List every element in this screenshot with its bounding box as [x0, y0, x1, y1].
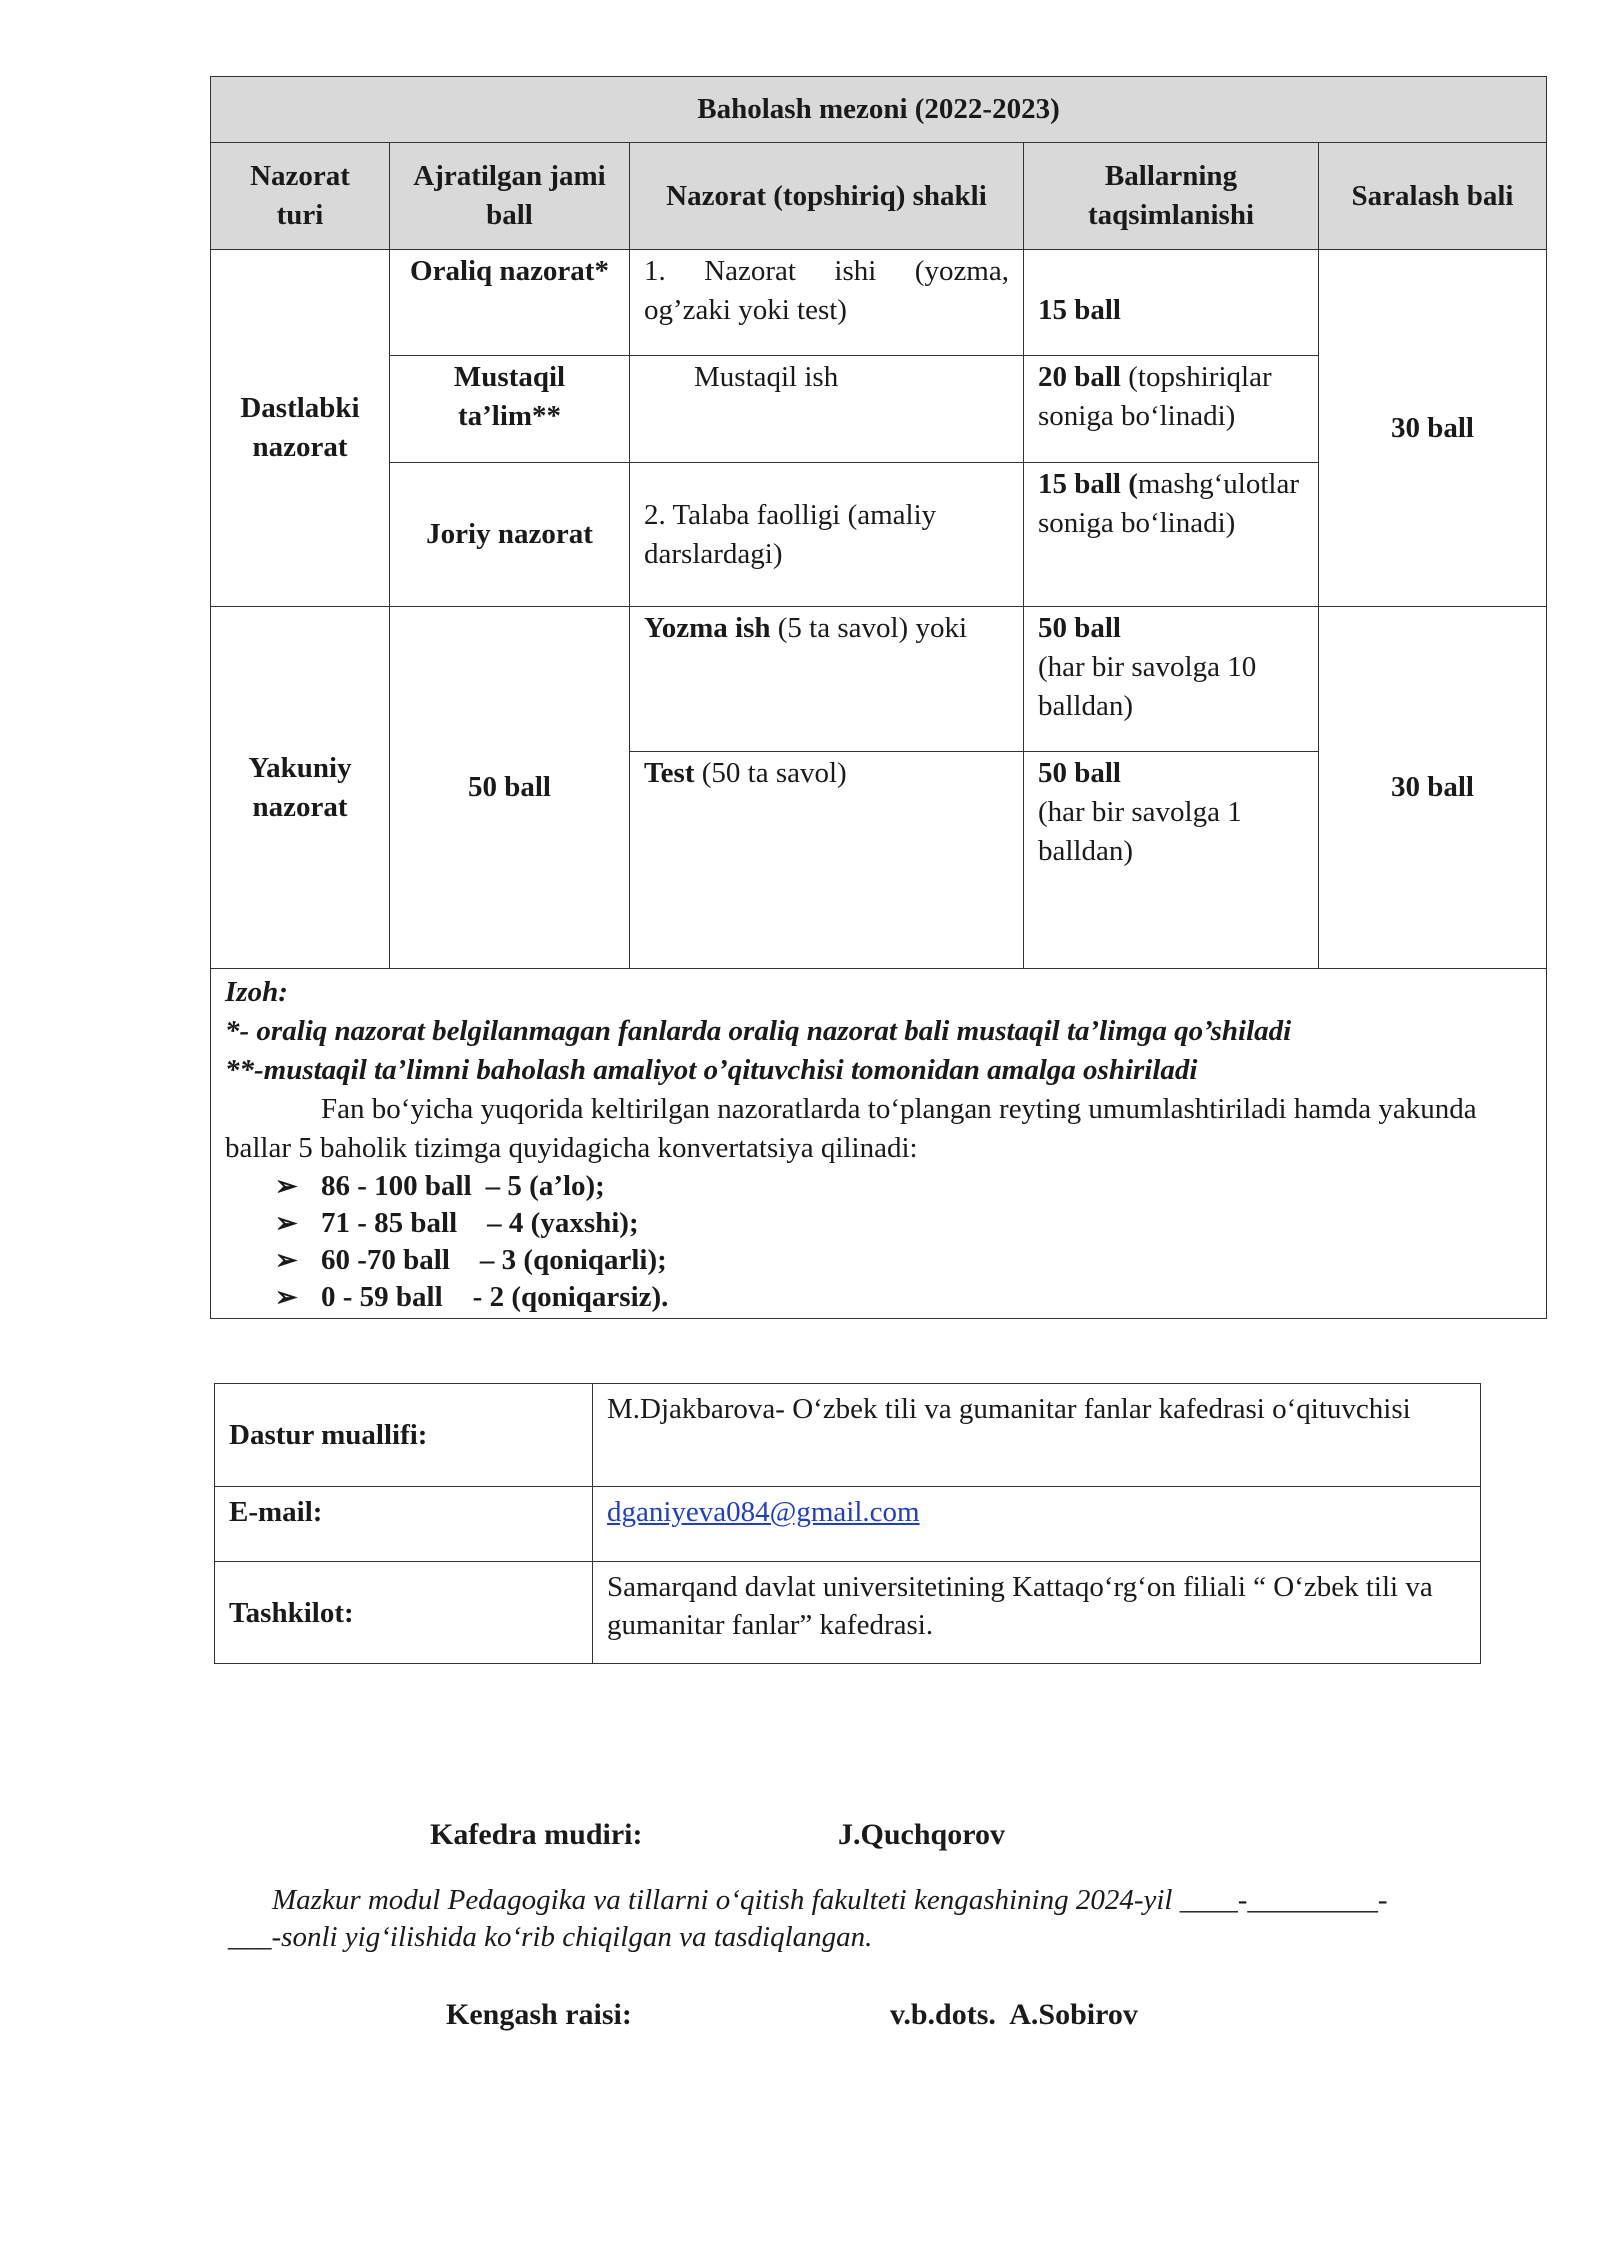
council-chair-label: Kengash raisi: — [446, 1998, 632, 2031]
preliminary-passing-score: 30 ball — [1319, 250, 1547, 607]
author-info-table — [214, 1383, 1481, 1664]
grade-label: - 2 (qoniqarsiz). — [472, 1281, 669, 1313]
department-head-label: Kafedra mudiri: — [430, 1818, 643, 1851]
header-control-form: Nazorat (topshiriq) shakli — [630, 143, 1024, 250]
form-note: (5 ta savol) yoki — [770, 612, 967, 644]
arrowhead-bullet-icon: ➢ — [275, 1282, 298, 1312]
grade-label: – 3 (qoniqarli); — [479, 1244, 667, 1276]
control-form-independent: Mustaqil ish — [630, 356, 1024, 463]
points-midterm — [1024, 250, 1319, 356]
email-link[interactable]: dganiyeva084@gmail.com — [607, 1496, 920, 1528]
arrowhead-bullet-icon: ➢ — [275, 1171, 298, 1201]
organization-value: Samarqand davlat universitetining Kattaqo‘rg‘on filiali “ O‘zbek tili va gumanitar fanlar” kafedrasi. — [593, 1562, 1481, 1664]
score-range: 86 - 100 ball — [321, 1170, 472, 1202]
control-form-midterm: 1. Nazorat ishi (yozma, og’zaki yoki test) — [630, 250, 1024, 356]
control-type-independent: Mustaqil ta’lim** — [390, 356, 630, 463]
table-title: Baholash mezoni (2022-2023) — [211, 77, 1547, 143]
preliminary-control-label: Dastlabki nazorat — [211, 250, 390, 607]
author-value: M.Djakbarova- O‘zbek tili va gumanitar fanlar kafedrasi o‘qituvchisi — [593, 1384, 1481, 1487]
score-range: 0 - 59 ball — [321, 1281, 443, 1313]
control-form-written — [630, 607, 1024, 752]
department-head-name: J.Quchqorov — [838, 1818, 1005, 1851]
points-test — [1024, 752, 1319, 969]
points-independent — [1024, 356, 1319, 463]
list-item — [275, 1242, 1532, 1279]
points-value: 15 ball ( — [1038, 468, 1138, 500]
points-note: (topshiriqlar soniga bo‘linadi) — [1038, 361, 1272, 432]
control-form-current: 2. Talaba faolligi (amaliy darslardagi) — [630, 463, 1024, 607]
points-note: (har bir savolga 10 balldan) — [1038, 651, 1257, 722]
grade-label: – 4 (yaxshi); — [487, 1207, 639, 1239]
final-control-label: Yakuniy nazorat — [211, 607, 390, 969]
points-note: mashg‘ulotlar soniga bo‘linadi) — [1038, 468, 1299, 539]
points-value: 50 ball — [1038, 612, 1121, 644]
email-cell — [593, 1487, 1481, 1562]
list-item — [275, 1205, 1532, 1242]
points-value: 15 ball — [1038, 294, 1121, 326]
author-label: Dastur muallifi: — [215, 1384, 593, 1487]
notes-heading: Izoh: — [225, 976, 288, 1008]
points-note: (har bir savolga 1 balldan) — [1038, 796, 1242, 867]
points-value: 50 ball — [1038, 757, 1121, 789]
control-form-test — [630, 752, 1024, 969]
arrowhead-bullet-icon: ➢ — [275, 1208, 298, 1238]
form-note: (50 ta savol) — [694, 757, 847, 789]
header-control-type: Nazorat turi — [211, 143, 390, 250]
email-label: E-mail: — [215, 1487, 593, 1562]
form-value: Test — [644, 757, 695, 789]
note-independent: **-mustaqil ta’limni baholash amaliyot o’qituvchisi tomonidan amalga oshiriladi — [225, 1054, 1198, 1086]
notes-section — [211, 969, 1547, 1319]
control-type-current: Joriy nazorat — [390, 463, 630, 607]
grade-label: – 5 (a’lo); — [485, 1170, 605, 1202]
header-points-distribution: Ballarning taqsimlanishi — [1024, 143, 1319, 250]
conversion-paragraph: Fan bo‘yicha yuqorida keltirilgan nazoratlarda to‘plangan reyting umumlashtiriladi hamda yakunda ballar 5 baholik tizimga quyidagicha konvertatsiya qilinadi: — [225, 1093, 1477, 1164]
list-item — [275, 1168, 1532, 1205]
form-value: Yozma ish — [644, 612, 771, 644]
header-passing-score: Saralash bali — [1319, 143, 1547, 250]
points-value: 20 ball — [1038, 361, 1121, 393]
grade-scale-list — [225, 1168, 1532, 1316]
note-midterm: *- oraliq nazorat belgilanmagan fanlarda oraliq nazorat bali mustaqil ta’limga qo’shiladi — [225, 1015, 1292, 1047]
final-total-points: 50 ball — [390, 607, 630, 969]
control-type-midterm: Oraliq nazorat* — [390, 250, 630, 356]
points-written — [1024, 607, 1319, 752]
score-range: 71 - 85 ball — [321, 1207, 458, 1239]
score-range: 60 -70 ball — [321, 1244, 450, 1276]
grading-criteria-table — [210, 76, 1547, 1319]
points-current — [1024, 463, 1319, 607]
arrowhead-bullet-icon: ➢ — [275, 1245, 298, 1275]
list-item — [275, 1279, 1532, 1316]
council-chair-name: v.b.dots. A.Sobirov — [890, 1998, 1138, 2031]
final-passing-score: 30 ball — [1319, 607, 1547, 969]
header-total-points: Ajratilgan jami ball — [390, 143, 630, 250]
approval-statement: Mazkur modul Pedagogika va tillarni o‘qitish fakulteti kengashining 2024-yil ____-_________- ___-sonli yig‘ilishida ko‘rib chiqilgan va tasdiqlangan. — [228, 1884, 1388, 1953]
organization-label: Tashkilot: — [215, 1562, 593, 1664]
